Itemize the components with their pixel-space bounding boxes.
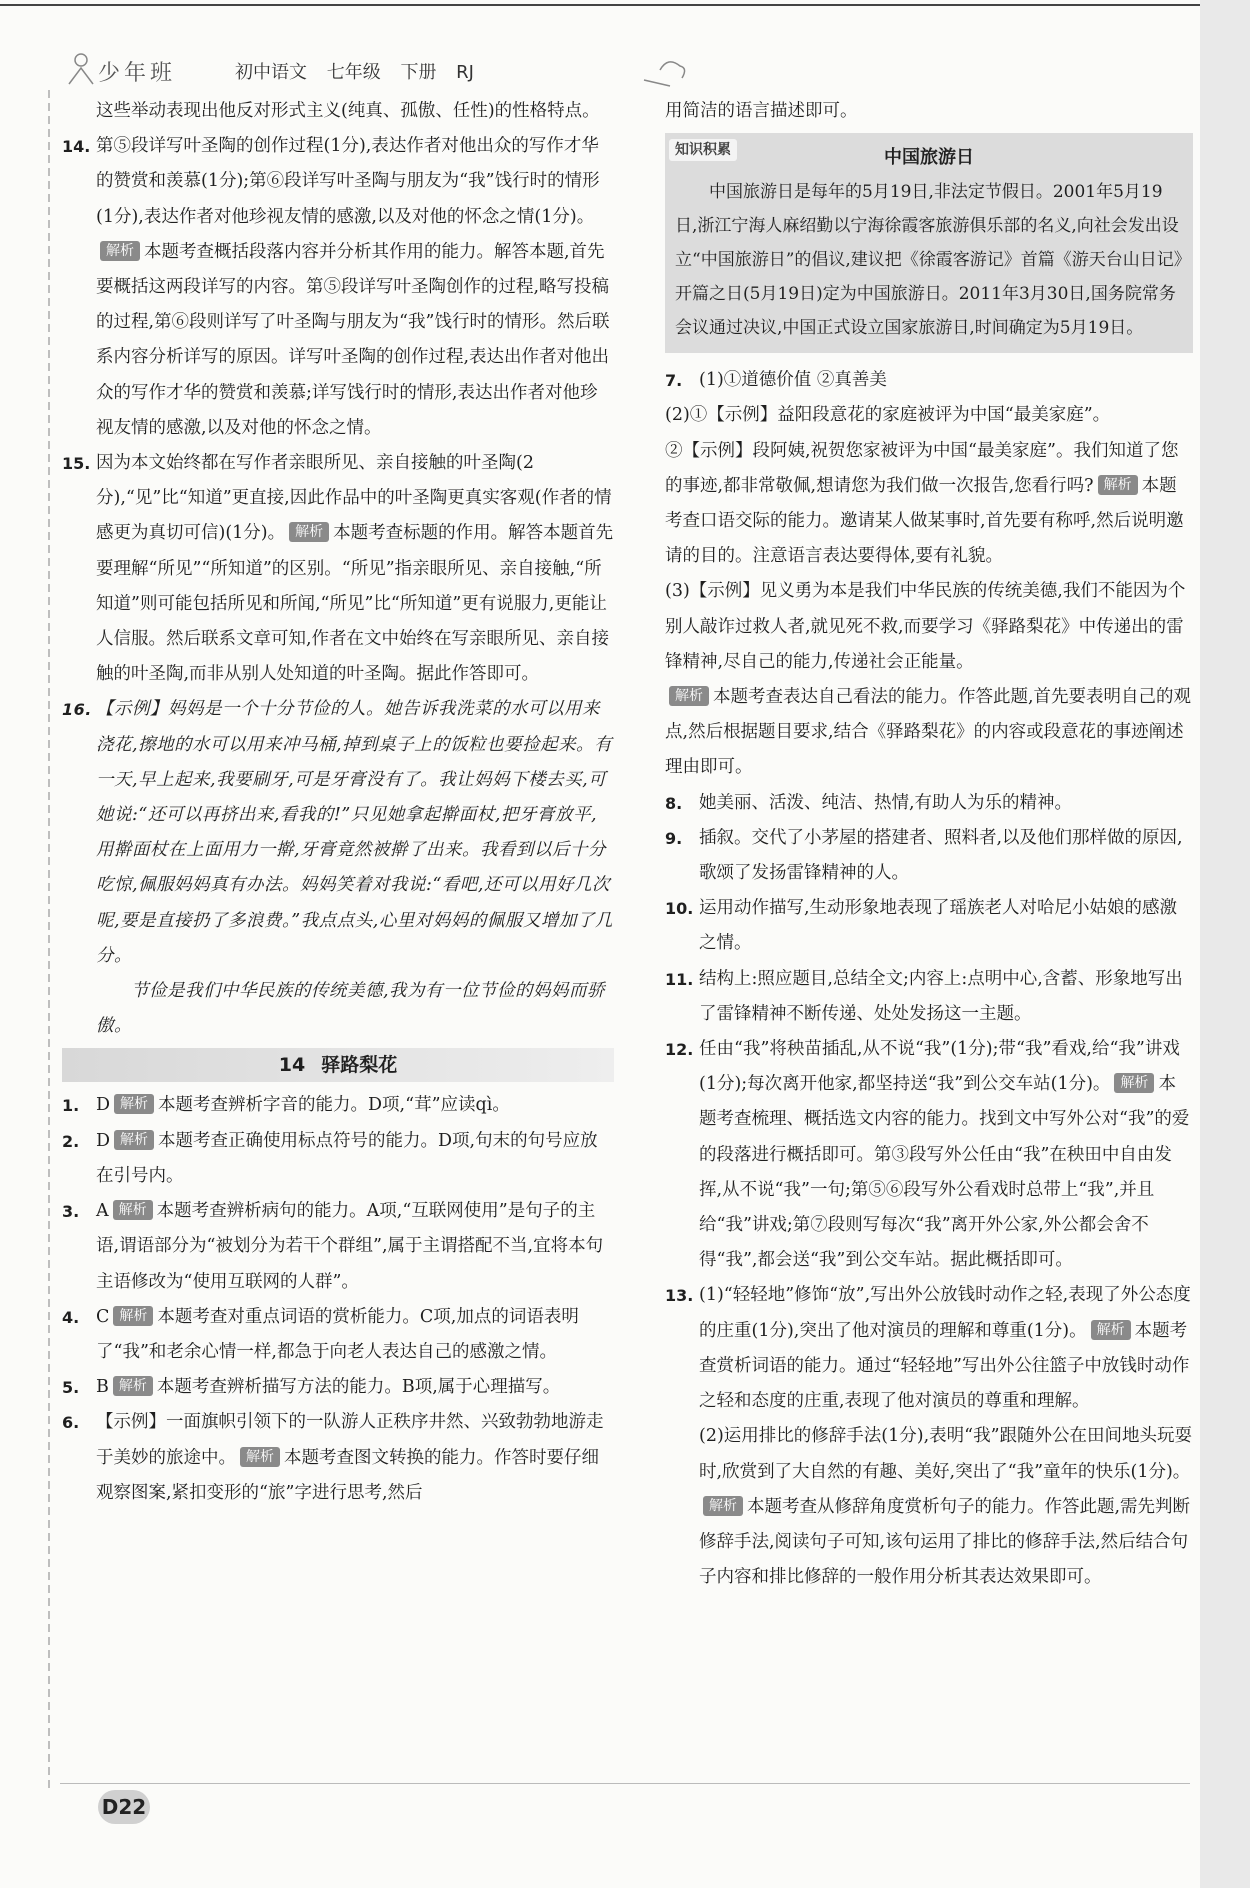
analysis-tag: 解析 (1091, 1320, 1131, 1340)
analysis-text: 本题考查辨析描写方法的能力。B项,属于心理描写。 (156, 1377, 561, 1398)
analysis-tag: 解析 (114, 1130, 154, 1150)
answer-choice: D (96, 1130, 111, 1151)
essay-conclusion: 节俭是我们中华民族的传统美德,我为有一位节俭的妈妈而骄傲。 (96, 981, 606, 1037)
question-7 (665, 363, 1193, 398)
answer-text: 第⑤段详写叶圣陶的创作过程(1分),表达作者对他出众的写作才华的赞赏和羡慕(1分);第⑥段详写叶圣陶与朋友为“我”饯行时的情形(1分),表达作者对他珍视友情的感激,以及对他的怀念之情(1分)。 (96, 136, 600, 227)
question-number: 15. (62, 454, 91, 474)
question-10 (665, 891, 1193, 961)
question-3 (62, 1194, 614, 1300)
answer-choice: C (96, 1306, 110, 1327)
answer-text: 因为本文始终都在写作者亲眼所见、亲自接触的叶圣陶(2分),“见”比“知道”更直接,因此作品中的叶圣陶更真实客观(作者的情感更为真切可信)(1分)。 (96, 453, 612, 544)
analysis-text: 本题考查辨析病句的能力。A项,“互联网使用”是句子的主语,谓语部分为“被划分为若干个群组”,属于主谓搭配不当,宜将本句主语修改为“使用互联网的人群”。 (96, 1201, 604, 1292)
question-number: 9. (665, 828, 683, 848)
continued-paragraph: 用简洁的语言描述即可。 (665, 101, 858, 121)
question-15 (62, 446, 614, 692)
answer-text: 任由“我”将秧苗插乱,从不说“我”(1分);带“我”看戏,给“我”讲戏(1分);每次离开他家,都坚持送“我”到公交车站(1分)。 (699, 1039, 1180, 1095)
top-rule (0, 4, 1200, 6)
page-edge (1200, 0, 1250, 1888)
answer-part-2: (2)①【示例】益阳段意花的家庭被评为中国“最美家庭”。 (665, 405, 1111, 426)
essay-text: 【示例】妈妈是一个十分节俭的人。她告诉我洗菜的水可以用来浇花,擦地的水可以用来冲马桶,掉到桌子上的饭粒也要捡起来。有一天,早上起来,我要刷牙,可是牙膏没有了。我让妈妈下楼去买,可她说:“还可以再挤出来,看我的!”只见她拿起擀面杖,把牙膏放平,用擀面杖在上面用力一擀,牙膏竟然被擀了出来。我看到以后十分吃惊,佩服妈妈真有办法。妈妈笑着对我说:“看吧,还可以用好几次呢,要是直接扔了多浪费。”我点点头,心里对妈妈的佩服又增加了几分。 (96, 699, 613, 966)
analysis-tag: 解析 (100, 241, 140, 261)
question-number: 16. (62, 700, 92, 720)
answer-part-1: (1)①道德价值 ②真善美 (699, 370, 887, 391)
answer-text: (1)“轻轻地”修饰“放”,写出外公放钱时动作之轻,表现了外公态度的庄重(1分),突出了他对演员的理解和尊重(1分)。 (699, 1285, 1191, 1341)
analysis-part-4 (665, 680, 1193, 786)
right-column (665, 94, 1193, 1595)
question-number: 2. (62, 1131, 80, 1151)
header-info: 初中语文 七年级 下册 RJ (235, 62, 474, 83)
answer-text: 插叙。交代了小茅屋的搭建者、照料者,以及他们那样做的原因,歌颂了发扬雷锋精神的人。 (699, 827, 1183, 884)
intro-paragraph: 这些举动表现出他反对形式主义(纯真、孤傲、任性)的性格特点。 (96, 101, 600, 121)
knowledge-box (665, 133, 1193, 353)
doodle-icon (65, 50, 99, 86)
answer-text: 她美丽、活泼、纯洁、热情,有助人为乐的精神。 (699, 792, 1073, 813)
question-1 (62, 1088, 614, 1123)
question-number: 14. (62, 137, 91, 157)
analysis-text: 本题考查标题的作用。解答本题首先要理解“所见”“所知道”的区别。“所见”指亲眼所见、亲自接触,“所知道”则可能包括所见和所闻,“所见”比“所知道”更有说服力,更能让人信服。然后联系文章可知,作者在文中始终在写亲眼所见、亲自接触的叶圣陶,而非从别人处知道的叶圣陶。据此作答即可。 (96, 523, 614, 685)
section-title (62, 1048, 614, 1082)
analysis-tag: 解析 (1114, 1073, 1154, 1093)
question-number: 10. (665, 899, 694, 919)
analysis-tag: 解析 (113, 1306, 153, 1326)
analysis-tag: 解析 (240, 1447, 280, 1467)
question-number: 6. (62, 1413, 80, 1433)
margin-rule (48, 90, 50, 1790)
question-5 (62, 1370, 614, 1405)
analysis-text: 本题考查对重点词语的赏析能力。C项,加点的词语表明了“我”和老余心情一样,都急于向老人表达自己的感激之情。 (96, 1306, 579, 1362)
question-16 (62, 692, 614, 974)
question-6 (62, 1405, 614, 1511)
answer-choice: D (96, 1095, 111, 1116)
answer-choice: A (96, 1201, 109, 1222)
question-2 (62, 1124, 614, 1194)
answer-part-2 (665, 1419, 1193, 1595)
question-13 (665, 1278, 1193, 1419)
question-12 (665, 1032, 1193, 1278)
question-8 (665, 786, 1193, 821)
answer-part-4: (3)【示例】见义勇为本是我们中华民族的传统美德,我们不能因为个别人敲诈过救人者,就见死不救,而要学习《驿路梨花》中传递出的雷锋精神,尽自己的能力,传递社会正能量。 (665, 581, 1186, 672)
page-number: D22 (98, 1790, 150, 1824)
page-header (60, 50, 640, 90)
analysis-text: 本题考查图文转换的能力。作答时要仔细观察图案,紧扣变形的“旅”字进行思考,然后 (96, 1447, 599, 1503)
answer-text: (2)运用排比的修辞手法(1分),表明“我”跟随外公在田间地头玩耍时,欣赏到了大自然的有趣、美好,突出了“我”童年的快乐(1分)。 (699, 1426, 1193, 1482)
question-number: 13. (665, 1286, 694, 1306)
footer-rule (60, 1783, 1190, 1784)
knowledge-tag: 知识积累 (669, 139, 737, 161)
analysis-text: 本题考查梳理、概括选文内容的能力。找到文中写外公对“我”的爱的段落进行概括即可。第③段写外公任由“我”在秧田中自由发挥,从不说“我”一句;第⑤⑥段写外公看戏时总带上“我”,并且给“我”讲戏;第⑦段则写每次“我”离开外公家,外公都会舍不得“我”,都会送“我”到公交车站。据此概括即可。 (699, 1074, 1190, 1271)
analysis-text: 本题考查正确使用标点符号的能力。D项,句末的句号应放在引号内。 (96, 1130, 598, 1186)
question-number: 12. (665, 1040, 694, 1060)
analysis-text: 本题考查辨析字音的能力。D项,“茸”应读qì。 (158, 1095, 510, 1116)
question-number: 4. (62, 1307, 80, 1327)
question-number: 3. (62, 1202, 80, 1222)
section-name: 驿路梨花 (321, 1054, 398, 1077)
question-number: 7. (665, 371, 683, 391)
analysis-text: 本题考查从修辞角度赏析句子的能力。作答此题,需先判断修辞手法,阅读句子可知,该句运用了排比的修辞手法,然后结合句子内容和排比修辞的一般作用分析其表达效果即可。 (699, 1496, 1191, 1588)
question-number: 11. (665, 969, 694, 989)
analysis-tag: 解析 (703, 1496, 743, 1516)
left-column (62, 94, 614, 1511)
knowledge-title: 中国旅游日 (884, 147, 974, 169)
analysis-text: 本题考查口语交际的能力。邀请某人做某事时,首先要有称呼,然后说明邀请的目的。注意语言表达要得体,要有礼貌。 (665, 475, 1184, 567)
question-11 (665, 962, 1193, 1032)
analysis-text: 本题考查表达自己看法的能力。作答此题,首先要表明自己的观点,然后根据题目要求,结合《驿路梨花》的内容或段意花的事迹阐述理由即可。 (665, 687, 1192, 778)
question-number: 8. (665, 793, 683, 813)
knowledge-body: 中国旅游日是每年的5月19日,非法定节假日。2001年5月19日,浙江宁海人麻绍勤以宁海徐霞客旅游俱乐部的名义,向社会发出设立“中国旅游日”的倡议,建议把《徐霞客游记》首篇《游天台山日记》开篇之日(5月19日)定为中国旅游日。2011年3月30日,国务院常务会议通过决议,中国正式设立国家旅游日,时间确定为5月19日。 (675, 182, 1183, 339)
analysis-tag: 解析 (114, 1094, 154, 1114)
analysis-text: 本题考查概括段落内容并分析其作用的能力。解答本题,首先要概括这两段详写的内容。第⑤段详写叶圣陶创作的过程,略写投稿的过程,第⑥段则详写了叶圣陶与朋友为“我”饯行时的情形。然后联系内容分析详写的原因。详写叶圣陶的创作过程,表达出作者对他出众的写作才华的赞赏和羡慕;详写饯行时的情形,表达出作者对他珍视友情的感激,以及对他的怀念之情。 (96, 241, 610, 438)
brand-logo: 少年班 (98, 61, 177, 86)
answer-part-3 (665, 434, 1193, 575)
question-number: 1. (62, 1096, 80, 1116)
question-14 (62, 129, 614, 446)
answer-text: 运用动作描写,生动形象地表现了瑶族老人对哈尼小姑娘的感激之情。 (699, 898, 1178, 954)
answer-text: 【示例】一面旗帜引领下的一队游人正秩序井然、兴致勃勃地游走于美妙的旅途中。 (96, 1412, 604, 1468)
analysis-tag: 解析 (669, 686, 709, 706)
answer-text: 结构上:照应题目,总结全文;内容上:点明中心,含蓄、形象地写出了雷锋精神不断传递、处处发扬这一主题。 (699, 968, 1183, 1024)
cloud-icon (640, 50, 690, 90)
question-4 (62, 1300, 614, 1370)
answer-text: ②【示例】段阿姨,祝贺您家被评为中国“最美家庭”。我们知道了您的事迹,都非常敬佩,想请您为我们做一次报告,您看行吗? (665, 440, 1179, 496)
section-number: 14 (278, 1054, 306, 1077)
analysis-tag: 解析 (289, 522, 329, 542)
analysis-text: 本题考查赏析词语的能力。通过“轻轻地”写出外公往篮子中放钱时动作之轻和态度的庄重,表现了他对演员的尊重和理解。 (699, 1320, 1190, 1412)
analysis-tag: 解析 (113, 1200, 153, 1220)
answer-choice: B (96, 1377, 109, 1398)
analysis-tag: 解析 (1098, 475, 1138, 495)
question-9 (665, 821, 1193, 891)
question-number: 5. (62, 1378, 80, 1398)
analysis-tag: 解析 (113, 1376, 153, 1396)
